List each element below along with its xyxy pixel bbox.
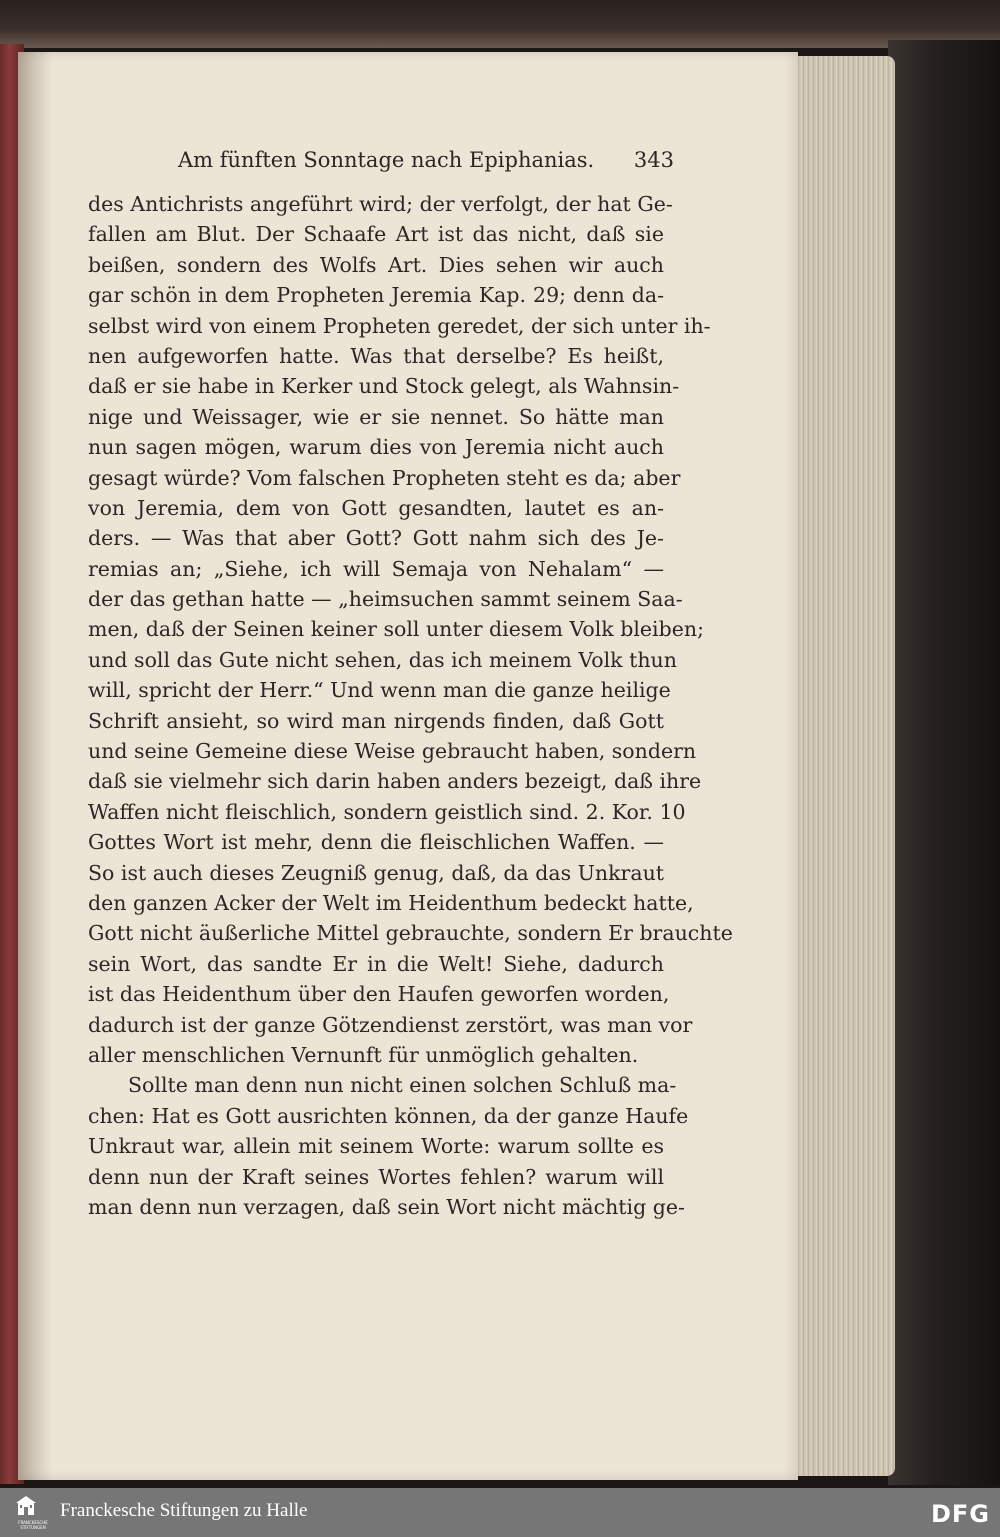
text-line: fallen am Blut. Der Schaafe Art ist das nicht, daß sie [88, 222, 664, 247]
institution-name: Franckesche Stiftungen zu Halle [60, 1500, 308, 1521]
text-line: den ganzen Acker der Welt im Heidenthum bedeckt hatte, [88, 890, 694, 915]
text-line: von Jeremia, dem von Gott gesandten, lautet es an- [88, 495, 664, 520]
text-line: will, spricht der Herr.“ Und wenn man die ganze heilige [88, 678, 671, 703]
text-line: So ist auch dieses Zeugniß genug, daß, da das Unkraut [88, 860, 665, 885]
text-line: selbst wird von einem Propheten geredet, der sich unter ih- [88, 313, 711, 338]
text-line: und seine Gemeine diese Weise gebraucht haben, sondern [88, 739, 697, 764]
text-line: gesagt würde? Vom falschen Propheten steht es da; aber [88, 465, 681, 490]
building-icon [8, 1494, 44, 1518]
page-number: 343 [633, 148, 674, 172]
text-line: denn nun der Kraft seines Wortes fehlen? warum will [88, 1164, 664, 1189]
book-page [18, 52, 798, 1480]
franckesche-stiftungen-logo[interactable] [8, 1494, 48, 1532]
text-line: gar schön in dem Propheten Jeremia Kap. 29; denn da- [88, 283, 664, 308]
body-text [88, 189, 733, 1222]
text-line: des Antichrists angeführt wird; der verfolgt, der hat Ge- [88, 192, 673, 216]
viewer-footer [0, 1488, 1000, 1537]
text-line: chen: Hat es Gott ausrichten können, da der ganze Haufe [88, 1103, 689, 1128]
text-line: der das gethan hatte — „heimsuchen sammt seinem Saa- [88, 587, 683, 612]
text-line: remias an; „Siehe, ich will Semaja von Nehalam“ — [88, 556, 664, 581]
text-line: dadurch ist der ganze Götzendienst zerstört, was man vor [88, 1012, 693, 1037]
text-line: nun sagen mögen, warum dies von Jeremia nicht auch [88, 435, 664, 460]
text-line: und soll das Gute nicht sehen, das ich meinem Volk thun [88, 647, 677, 672]
text-line: aller menschlichen Vernunft für unmöglich gehalten. [88, 1042, 639, 1067]
text-line: sein Wort, das sandte Er in die Welt! Siehe, dadurch [88, 951, 664, 976]
text-line: nige und Weissager, wie er sie nennet. So hätte man [88, 404, 664, 429]
text-line: ist das Heidenthum über den Haufen geworfen worden, [88, 982, 670, 1007]
text-line: Gottes Wort ist mehr, denn die fleischlichen Waffen. — [88, 830, 664, 855]
page-edges [790, 56, 895, 1476]
text-line: Gott nicht äußerliche Mittel gebrauchte, sondern Er brauchte [88, 921, 733, 946]
book-cover-top [0, 0, 1000, 48]
text-line: beißen, sondern des Wolfs Art. Dies sehen wir auch [88, 252, 664, 277]
gutter-shadow [18, 52, 52, 1480]
text-line: nen aufgeworfen hatte. Was that derselbe? Es heißt, [88, 343, 664, 368]
text-line: man denn nun verzagen, daß sein Wort nicht mächtig ge- [88, 1194, 685, 1219]
text-line: ders. — Was that aber Gott? Gott nahm sich des Je- [88, 526, 664, 551]
text-line: Waffen nicht fleischlich, sondern geistlich sind. 2. Kor. 10 [88, 799, 686, 824]
book-cover-right [888, 40, 1000, 1485]
logo-label: FRANCKESCHE STIFTUNGEN [18, 1520, 48, 1530]
text-line: Schrift ansieht, so wird man nirgends finden, daß Gott [88, 708, 664, 733]
dfg-logo[interactable]: DFG [930, 1500, 990, 1528]
text-line: men, daß der Seinen keiner soll unter diesem Volk bleiben; [88, 617, 704, 642]
text-line: Unkraut war, allein mit seinem Worte: warum sollte es [88, 1134, 664, 1159]
text-line: daß er sie habe in Kerker und Stock gelegt, als Wahnsin- [88, 374, 680, 399]
running-head [178, 148, 678, 178]
running-title: Am fünften Sonntage nach Epiphanias. [178, 148, 595, 172]
text-line: Sollte man denn nun nicht einen solchen Schluß ma- [128, 1073, 677, 1098]
text-line: daß sie vielmehr sich darin haben anders bezeigt, daß ihre [88, 769, 702, 794]
